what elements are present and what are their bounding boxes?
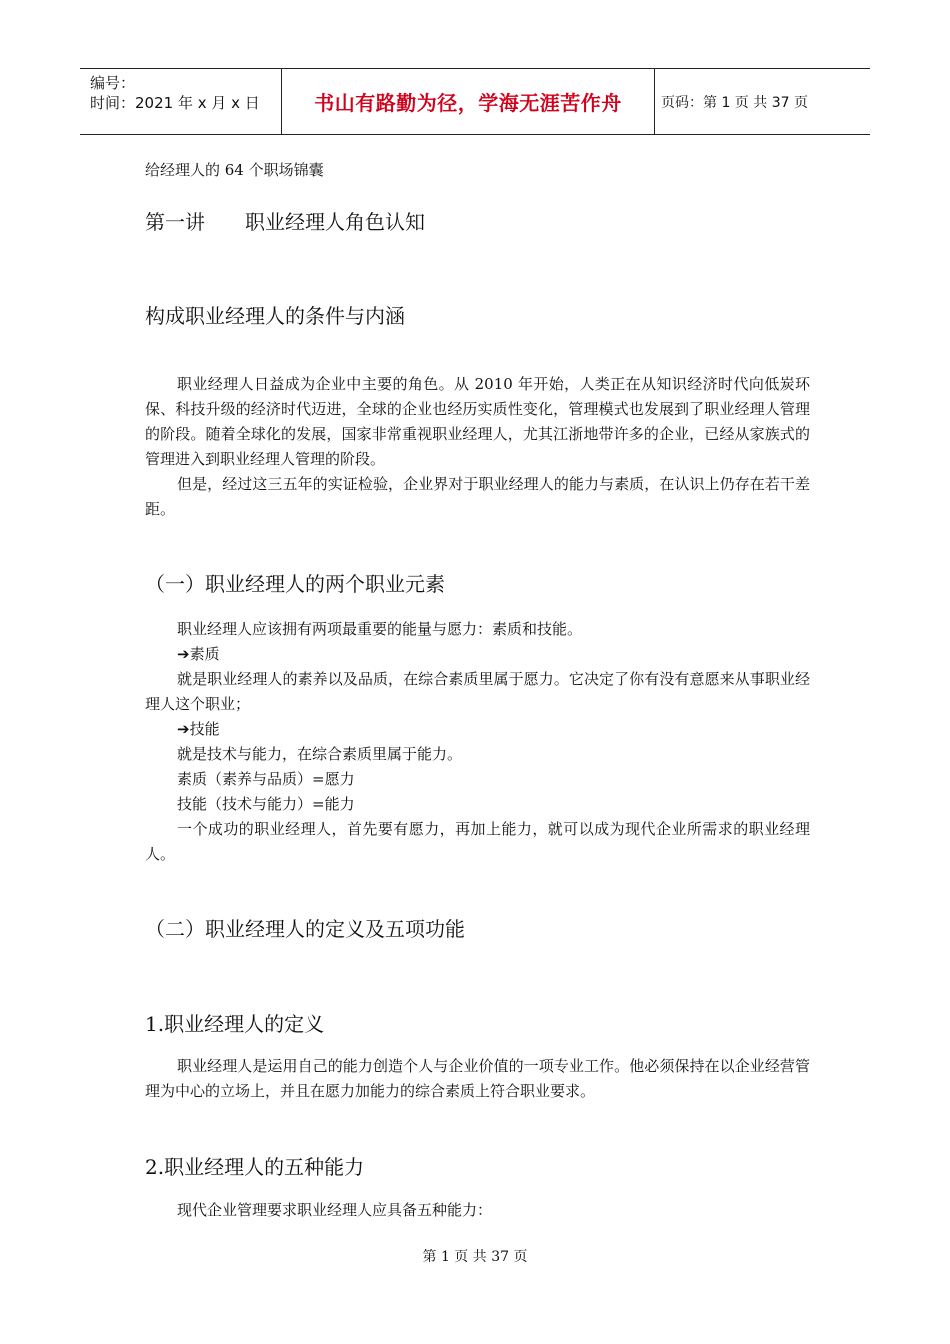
- lecture-title: 职业经理人角色认知: [245, 210, 425, 234]
- sub1-bullet-skill: [145, 717, 810, 742]
- arrow-right-icon: ➔: [177, 645, 190, 663]
- sub2-2-title: 2.职业经理人的五种能力: [145, 1155, 365, 1179]
- sub1-quality-desc: 就是职业经理人的素养以及品质，在综合素质里属于愿力。它决定了你有没有意愿来从事职业经理人这个职业；: [145, 670, 810, 713]
- sub2-1-title: 1.职业经理人的定义: [145, 1012, 325, 1036]
- section-title: 构成职业经理人的条件与内涵: [145, 304, 405, 328]
- sub1-formula-2: 技能（技术与能力）=能力: [177, 795, 355, 813]
- sub1-conclusion: 一个成功的职业经理人，首先要有愿力，再加上能力，就可以成为现代企业所需求的职业经理人。: [145, 820, 810, 863]
- number-label: 编号：: [90, 74, 136, 92]
- sub1-formula-1: 素质（素养与品质）=愿力: [177, 770, 355, 788]
- sub2-2-body: [145, 1198, 810, 1223]
- sub2-1-body: [145, 1054, 810, 1104]
- lecture-number: 第一讲: [145, 210, 205, 234]
- skill-label: 技能: [189, 720, 220, 738]
- sub1-line-1: 职业经理人应该拥有两项最重要的能量与愿力：素质和技能。: [177, 620, 583, 638]
- sub2-title: （二）职业经理人的定义及五项功能: [145, 917, 465, 941]
- quality-label: 素质: [189, 645, 220, 663]
- small-title: 给经理人的 64 个职场锦囊: [145, 161, 324, 179]
- header-motto-cell: [282, 69, 655, 134]
- header-page-cell: [655, 69, 870, 134]
- sub1-skill-desc: 就是技术与能力，在综合素质里属于能力。: [177, 745, 463, 763]
- page-footer: 第 1 页 共 37 页: [422, 1249, 528, 1265]
- page-label: 页码：第 1 页 共 37 页: [661, 94, 808, 111]
- sub1-body: [145, 617, 810, 867]
- motto: 书山有路勤为径，学海无涯苦作舟: [314, 91, 622, 115]
- sub2-2-paragraph: 现代企业管理要求职业经理人应具备五种能力：: [177, 1201, 493, 1219]
- sub1-title: （一）职业经理人的两个职业元素: [145, 572, 445, 596]
- sub1-bullet-quality: [145, 642, 810, 667]
- lecture-heading: [145, 206, 810, 235]
- header-info-cell: [80, 69, 282, 134]
- intro-section: [145, 372, 810, 522]
- intro-paragraph-2: 但是，经过这三五年的实证检验，企业界对于职业经理人的能力与素质，在认识上仍存在若干差距。: [145, 475, 810, 518]
- arrow-right-icon: ➔: [177, 720, 190, 738]
- intro-paragraph-1: 职业经理人日益成为企业中主要的角色。从 2010 年开始，人类正在从知识经济时代向低炭环保、科技升级的经济时代迈进，全球的企业也经历实质性变化，管理模式也发展到了职业经理人管理的阶段。随着全球化的发展，国家非常重视职业经理人，尤其江浙地带许多的企业，已经从家族式的管理进入到职业经理人管理的阶段。: [145, 375, 810, 468]
- sub2-1-paragraph: 职业经理人是运用自己的能力创造个人与企业价值的一项专业工作。他必须保持在以企业经营管理为中心的立场上，并且在愿力加能力的综合素质上符合职业要求。: [145, 1057, 810, 1100]
- time-label: 时间：2021 年 x 月 x 日: [90, 94, 260, 112]
- header-table: [80, 68, 870, 135]
